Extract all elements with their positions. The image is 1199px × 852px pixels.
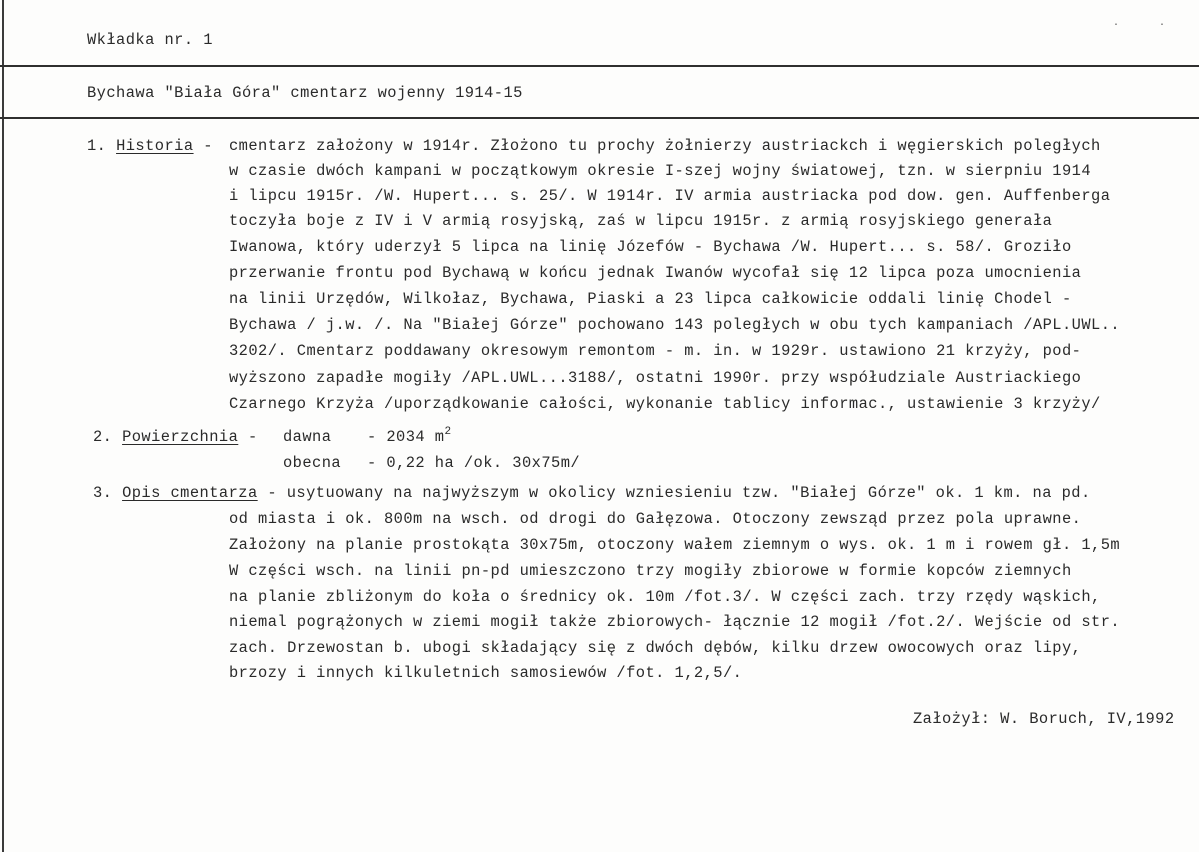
description-line: Założony na planie prostokąta 30x75m, otoczony wałem ziemnym o wys. ok. 1 m i rowem gł. 1,5m [229,536,1121,554]
paper-speck: · [1159,20,1166,31]
history-line: toczyła boje z IV i V armią rosyjską, zaś w lipcu 1915r. z armią rosyjskiego generała [229,212,1053,230]
history-line: Czarnego Krzyża /uporządkowanie całości, wykonanie tablicy informac., ustawienie 3 krzyży/ [229,395,1101,413]
paper-speck: · [1113,20,1120,31]
history-line: w czasie dwóch kampani w początkowym okresie I-szej wojny światowej, tzn. w sierpniu 1914 [229,162,1092,180]
description-line: na planie zbliżonym do koła o średnicy ok. 10m /fot.3/. W części zach. trzy rzędy wąskich, [229,588,1101,606]
history-line: na linii Urzędów, Wilkołaz, Bychawa, Piaski a 23 lipca całkowicie oddali linię Chodel - [229,290,1072,308]
page-left-edge [2,0,4,852]
description-line: od miasta i ok. 800m na wsch. od drogi do Gałęzowa. Otoczony zewsząd przez pola uprawne. [229,510,1082,528]
insert-label: Wkładka nr. 1 [87,31,213,49]
history-line: Iwanowa, który uderzył 5 lipca na linię Józefów - Bychawa /W. Hupert... s. 58/. Groziło [229,238,1072,256]
section-number: 3. [93,484,113,502]
divider-top [0,65,1199,67]
area-current-value: - 0,22 ha /ok. 30x75m/ [367,454,581,472]
area-current-label: obecna [283,454,342,472]
divider-bottom [0,117,1199,119]
section-description-heading [93,486,1091,501]
area-unit-exponent: 2 [444,426,452,438]
cemetery-title: Bychawa "Biała Góra" cmentarz wojenny 1914-15 [87,84,523,102]
section-number: 1. [87,137,107,155]
description-line: zach. Drzewostan b. ubogi składający się z dwóch dębów, kilku drzew owocowych oraz lipy, [229,639,1082,657]
author-signature: Założył: W. Boruch, IV,1992 [913,710,1175,728]
history-line: przerwanie frontu pod Bychawą w końcu jednak Iwanów wycofał się 12 lipca poza umocnienia [229,264,1082,282]
section-label: Opis cmentarza [122,484,258,502]
description-line: W części wsch. na linii pn-pd umieszczono trzy mogiły zbiorowe w formie kopców ziemnych [229,562,1072,580]
history-line: wyższono zapadłe mogiły /APL.UWL...3188/, ostatni 1990r. przy współudziale Austriackiego [229,369,1082,387]
description-line: niemal pogrążonych w ziemi mogił także zbiorowych- łącznie 12 mogił /fot.2/. Wejście od str. [229,613,1121,631]
area-former-number: - 2034 m [367,428,445,446]
section-label: Historia [116,137,194,155]
section-history-heading [87,139,223,154]
section-label: Powierzchnia [122,428,239,446]
description-line: brzozy i innych kilkuletnich samosiewów /fot. 1,2,5/. [229,664,743,682]
section-area-heading [93,430,267,445]
history-line: Bychawa / j.w. /. Na "Białej Górze" pochowano 143 poległych w obu tych kampaniach /APL.UWL.. [229,316,1121,334]
history-line: 3202/. Cmentarz poddawany okresowym remontom - m. in. w 1929r. ustawiono 21 krzyży, pod- [229,342,1082,360]
section-dash: - [238,428,268,446]
history-line: i lipcu 1915r. /W. Hupert... s. 25/. W 1914r. IV armia austriacka pod dow. gen. Auffenberga [229,187,1111,205]
history-line: cmentarz założony w 1914r. Złożono tu prochy żołnierzy austriackch i węgierskich poległych [229,137,1101,155]
area-former-label: dawna [283,428,332,446]
section-dash: - [193,137,223,155]
description-first-line: - usytuowany na najwyższym w okolicy wzniesieniu tzw. "Białej Górze" ok. 1 km. na pd. [257,484,1091,502]
section-number: 2. [93,428,113,446]
area-former-value [367,426,452,446]
